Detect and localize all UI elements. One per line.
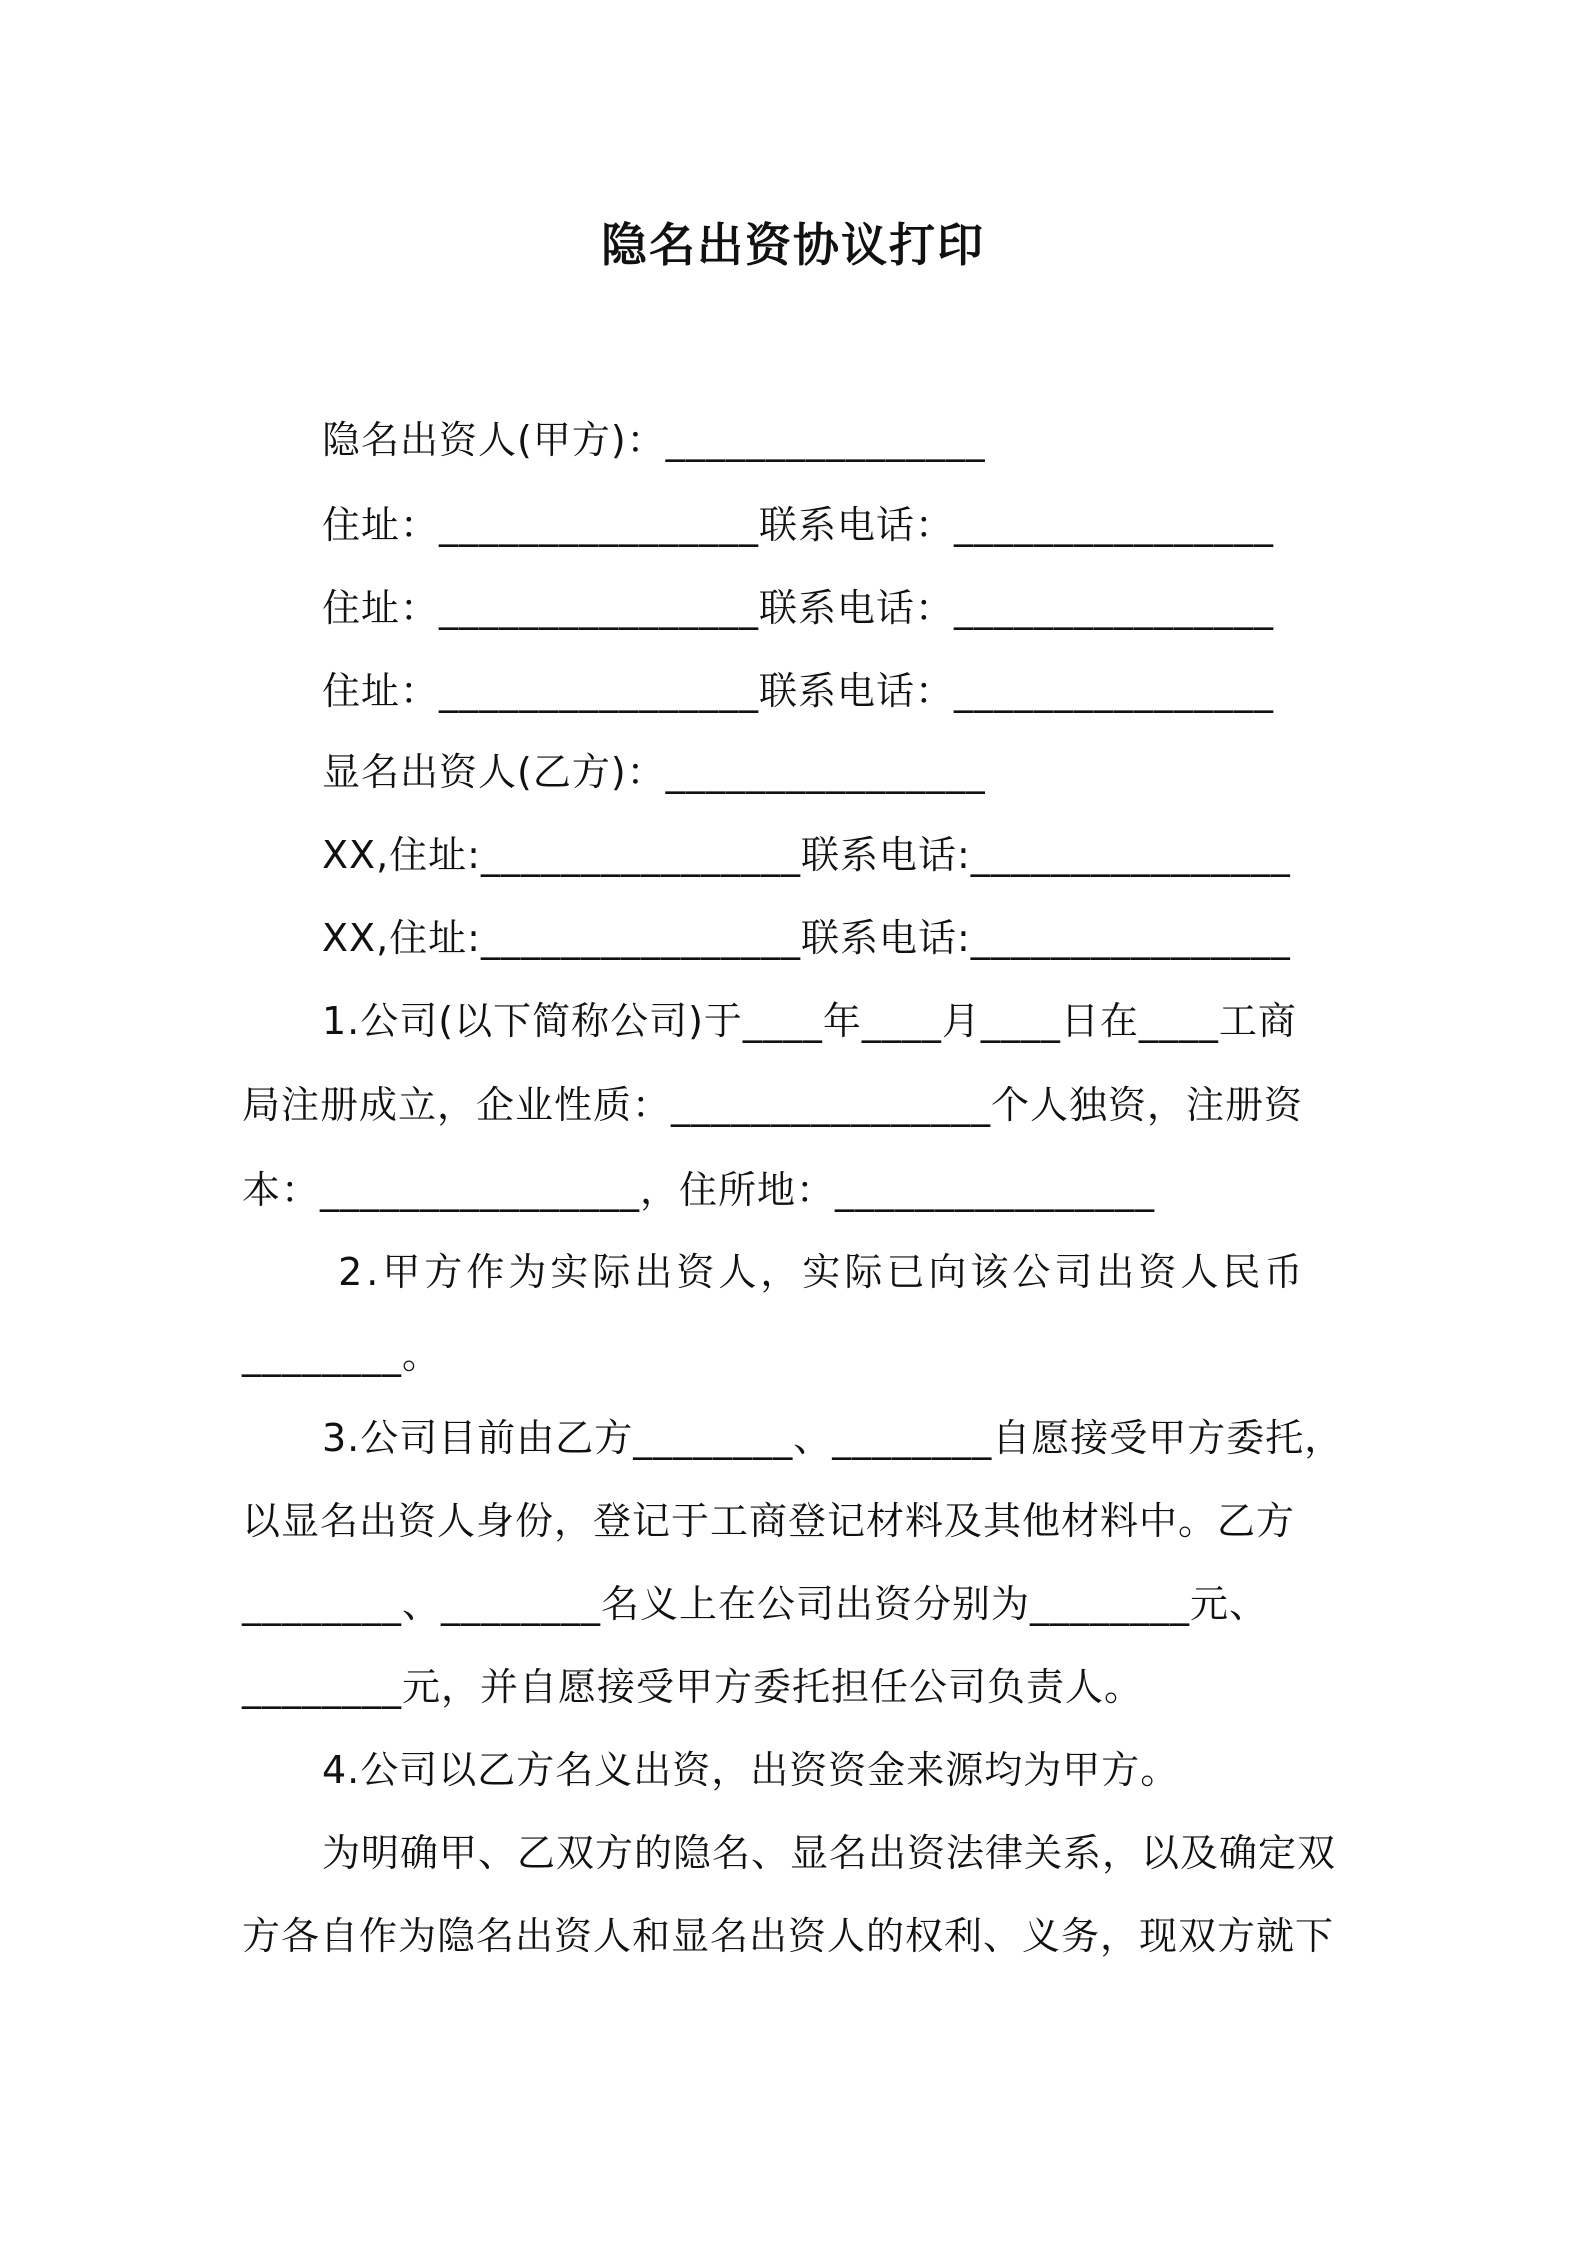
party-a-line: 隐名出资人(甲方)：________________: [322, 418, 986, 462]
clause-4-line-1: 4.公司以乙方名义出资，出资资金来源均为甲方。: [322, 1748, 1180, 1792]
preamble-line-2: 方各自作为隐名出资人和显名出资人的权利、义务，现双方就下: [242, 1914, 1335, 1958]
clause-2-line-1: 2.甲方作为实际出资人，实际已向该公司出资人民币: [322, 1250, 1307, 1294]
clause-3-line-2: 以显名出资人身份，登记于工商登记材料及其他材料中。乙方: [242, 1499, 1296, 1543]
clause-3-line-3: ________、________名义上在公司出资分别为________元、: [242, 1582, 1269, 1626]
party-b-address-line-1: XX,住址:________________联系电话:________________: [322, 833, 1291, 877]
party-b-address-line-2: XX,住址:________________联系电话:________________: [322, 916, 1291, 960]
clause-1-line-2: 局注册成立，企业性质：________________个人独资，注册资: [242, 1083, 1304, 1127]
party-a-address-line-3: 住址：________________联系电话：________________: [322, 669, 1275, 713]
document-title: 隐名出资协议打印: [601, 218, 985, 272]
party-a-address-line-2: 住址：________________联系电话：________________: [322, 586, 1275, 630]
clause-1-line-3: 本：________________，住所地：________________: [242, 1168, 1156, 1212]
preamble-line-1: 为明确甲、乙双方的隐名、显名出资法律关系，以及确定双: [322, 1831, 1337, 1875]
party-b-line: 显名出资人(乙方)：________________: [322, 750, 986, 794]
party-a-address-line-1: 住址：________________联系电话：________________: [322, 503, 1275, 547]
clause-3-line-4: ________元，并自愿接受甲方委托担任公司负责人。: [242, 1665, 1144, 1709]
clause-2-line-2: ________。: [242, 1333, 442, 1377]
clause-3-line-1: 3.公司目前由乙方________、________自愿接受甲方委托，: [322, 1416, 1344, 1460]
clause-1-line-1: 1.公司(以下简称公司)于____年____月____日在____工商: [322, 999, 1297, 1043]
